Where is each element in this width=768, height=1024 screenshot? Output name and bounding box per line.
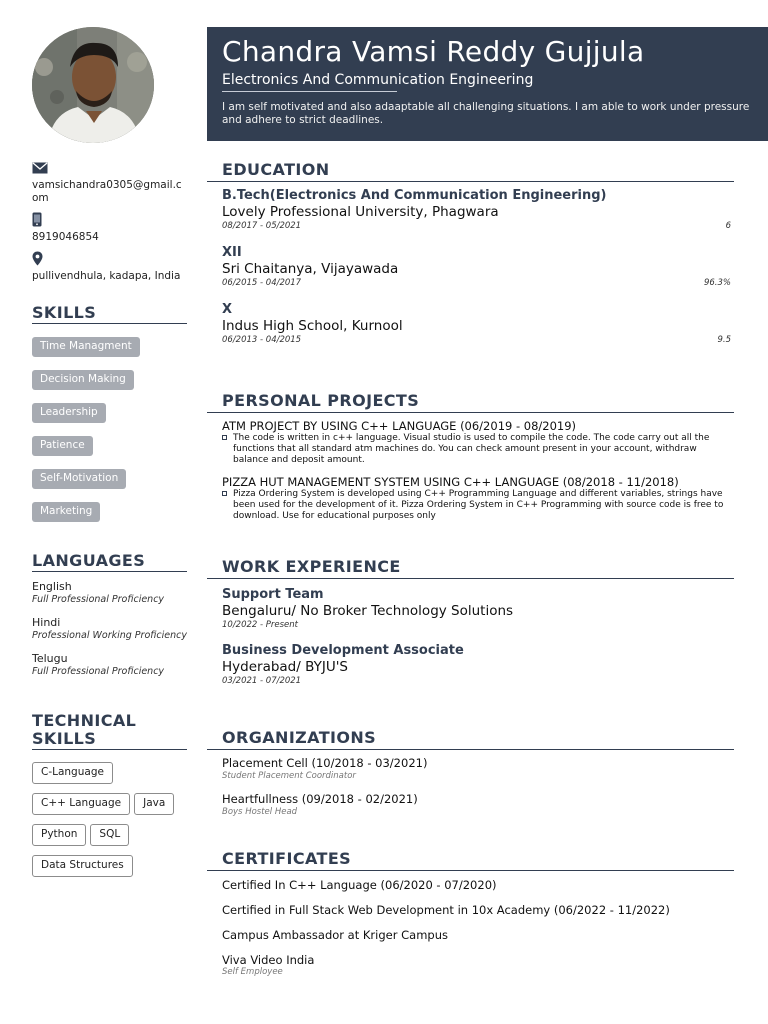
job-title: Business Development Associate [222, 643, 464, 658]
work-item [222, 643, 731, 688]
certificate-name: Campus Ambassador at Kriger Campus [222, 928, 448, 942]
organizations-heading: ORGANIZATIONS [207, 728, 734, 750]
education-item [222, 245, 731, 290]
skill-row [32, 433, 187, 466]
certificate-item [222, 878, 731, 892]
language-level: Full Professional Proficiency [32, 666, 165, 677]
technical-skill-tag: C-Language [32, 762, 113, 784]
email-text[interactable]: vamsichandra0305@gmail.com [32, 179, 182, 204]
languages-list [32, 580, 187, 678]
language-name: Telugu [32, 652, 68, 665]
education-meta [222, 220, 731, 233]
work-item [222, 587, 731, 632]
certificate-name: Viva Video India [222, 953, 315, 967]
project-item [222, 419, 731, 466]
profile-photo-illustration [32, 27, 154, 143]
technical-skill-tag: SQL [90, 824, 129, 846]
job-dates: 10/2022 - Present [222, 620, 299, 630]
project-description-text: Pizza Ordering System is developed using C++ Programming Language and different variables, strings have been used for the development of it. Pizza Ordering System in C++ Programming with source code is free to download. Use for educational purposes only [233, 489, 724, 521]
skill-tag: Self-Motivation [32, 469, 126, 489]
technical-skill-row [32, 791, 187, 822]
contact-email [32, 160, 187, 205]
job-dates: 03/2021 - 07/2021 [222, 676, 302, 686]
organization-role: Boys Hostel Head [222, 807, 298, 817]
skill-tag: Leadership [32, 403, 106, 423]
language-level: Professional Working Proficiency [32, 630, 187, 641]
education-degree: X [222, 302, 233, 317]
skill-row [32, 367, 187, 400]
contact-location [32, 251, 187, 283]
technical-skills-heading-line2: SKILLS [32, 729, 97, 748]
education-degree: XII [222, 245, 242, 260]
language-item [32, 580, 187, 606]
phone-icon [32, 212, 42, 227]
bullet-square-icon [222, 491, 227, 496]
certificates-section [207, 849, 734, 978]
technical-skill-tag: C++ Language [32, 793, 130, 815]
phone-text[interactable]: 8919046854 [32, 231, 99, 243]
project-item [222, 475, 731, 522]
languages-section [32, 552, 187, 688]
organizations-section [207, 728, 734, 818]
technical-skill-tag: Data Structures [32, 855, 133, 877]
education-item [222, 188, 731, 233]
skill-tag: Decision Making [32, 370, 134, 390]
certificate-item [222, 903, 731, 917]
technical-skill-tag: Java [134, 793, 174, 815]
project-description-text: The code is written in c++ language. Visual studio is used to compile the code. The code carry out all the functions that all standard atm machines do. You can check amount present in your account, withdraw balance and deposit amount. [233, 433, 710, 465]
skill-tag: Time Managment [32, 337, 140, 357]
organization-role: Student Placement Coordinator [222, 771, 356, 781]
education-grade: 96.3% [703, 278, 731, 288]
organization-name: Placement Cell (10/2018 - 03/2021) [222, 756, 428, 770]
education-meta [222, 277, 731, 290]
certificate-subtitle: Self Employee [222, 967, 283, 977]
language-item [32, 652, 187, 678]
candidate-title: Electronics And Communication Engineering [222, 72, 534, 88]
skill-row [32, 499, 187, 532]
work-list [207, 587, 734, 688]
education-item [222, 302, 731, 347]
contact-phone [32, 212, 187, 244]
skill-tag: Patience [32, 436, 93, 456]
candidate-name: Chandra Vamsi Reddy Gujjula [222, 35, 645, 68]
education-dates: 06/2013 - 04/2015 [222, 335, 302, 345]
job-company: Hyderabad/ BYJU'S [222, 659, 349, 675]
projects-section [207, 391, 734, 522]
technical-skill-tag: Python [32, 824, 86, 846]
skill-tag: Marketing [32, 502, 100, 522]
certificates-heading: CERTIFICATES [207, 849, 734, 871]
education-dates: 06/2015 - 04/2017 [222, 278, 302, 288]
education-heading: EDUCATION [207, 160, 734, 182]
technical-skill-row [32, 822, 187, 853]
language-item [32, 616, 187, 642]
education-grade: 9.5 [717, 335, 731, 345]
profile-photo [32, 27, 154, 143]
education-list [207, 188, 734, 347]
education-school: Indus High School, Kurnool [222, 318, 403, 334]
skills-list [32, 334, 187, 532]
organization-item [222, 792, 731, 818]
language-level: Full Professional Proficiency [32, 594, 165, 605]
organizations-list [207, 756, 734, 818]
candidate-summary: I am self motivated and also adaaptable all challenging situations. I am able to work under pressure and adhere to strict deadlines. [222, 101, 750, 126]
project-title: PIZZA HUT MANAGEMENT SYSTEM USING C++ LANGUAGE (08/2018 - 11/2018) [222, 475, 679, 489]
envelope-icon [32, 162, 48, 174]
projects-heading: PERSONAL PROJECTS [207, 391, 734, 413]
technical-skill-row [32, 760, 187, 791]
left-column [32, 160, 187, 871]
projects-list [207, 419, 734, 522]
bullet-square-icon [222, 435, 227, 440]
technical-skills-list [32, 760, 187, 884]
technical-skill-row [32, 853, 187, 884]
skill-row [32, 334, 187, 367]
work-section [207, 557, 734, 688]
skills-heading: SKILLS [32, 304, 187, 324]
technical-skills-section [32, 712, 187, 884]
project-description [222, 433, 731, 466]
certificate-item [222, 928, 731, 942]
location-text: pullivendhula, kadapa, India [32, 270, 181, 282]
project-title: ATM PROJECT BY USING C++ LANGUAGE (06/2019 - 08/2019) [222, 419, 577, 433]
job-company: Bengaluru/ No Broker Technology Solutions [222, 603, 514, 619]
header-divider [222, 91, 397, 92]
education-section [207, 160, 734, 347]
resume-header [207, 27, 768, 141]
language-name: Hindi [32, 616, 61, 629]
language-name: English [32, 580, 72, 593]
certificate-name: Certified in Full Stack Web Development in 10x Academy (06/2022 - 11/2022) [222, 903, 670, 917]
education-school: Sri Chaitanya, Vijayawada [222, 261, 399, 277]
skill-row [32, 466, 187, 499]
project-description [222, 489, 731, 522]
education-degree: B.Tech(Electronics And Communication Engineering) [222, 188, 607, 203]
skill-row [32, 400, 187, 433]
location-pin-icon [32, 251, 43, 266]
technical-skills-heading-line1: TECHNICAL [32, 711, 137, 730]
education-grade: 6 [725, 221, 731, 231]
education-school: Lovely Professional University, Phagwara [222, 204, 499, 220]
skills-section [32, 304, 187, 532]
work-heading: WORK EXPERIENCE [207, 557, 734, 579]
certificates-list [207, 878, 734, 978]
certificate-name: Certified In C++ Language (06/2020 - 07/2020) [222, 878, 497, 892]
organization-name: Heartfullness (09/2018 - 02/2021) [222, 792, 418, 806]
technical-skills-heading [32, 712, 187, 750]
education-meta [222, 334, 731, 347]
organization-item [222, 756, 731, 782]
certificate-item [222, 953, 731, 978]
languages-heading: LANGUAGES [32, 552, 187, 572]
job-title: Support Team [222, 587, 324, 602]
education-dates: 08/2017 - 05/2021 [222, 221, 302, 231]
